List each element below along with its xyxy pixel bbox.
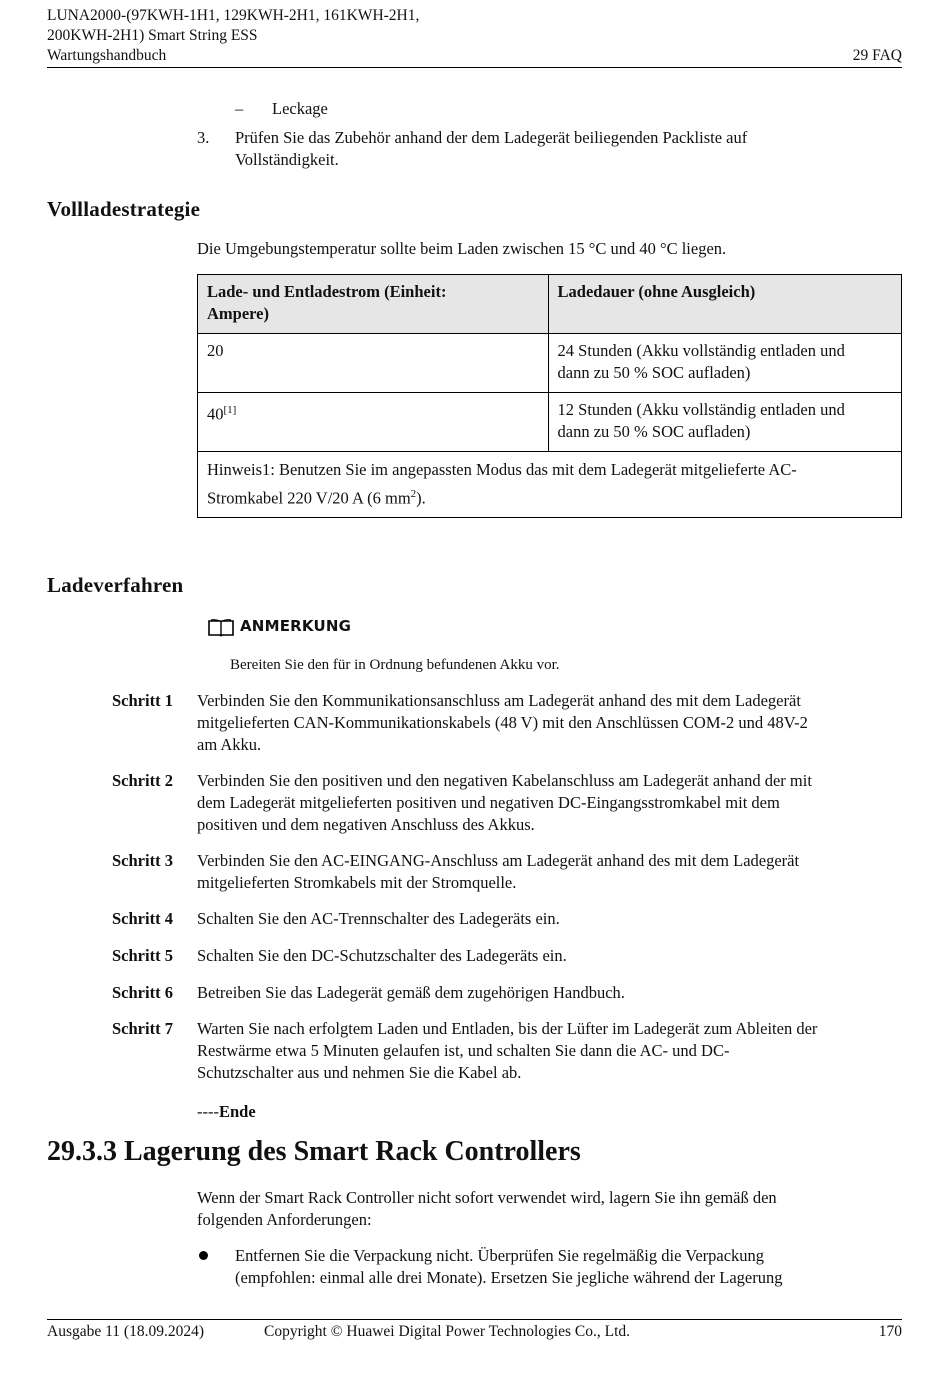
step-text-line: dem Ladegerät mitgelieferten positiven und negativen DC-Eingangsstromkabel mit dem bbox=[197, 793, 780, 812]
step-text bbox=[197, 982, 902, 1004]
table-cell bbox=[548, 393, 901, 452]
step-text-line: Verbinden Sie den Kommunikationsanschluss am Ladegerät anhand des mit dem Ladegerät bbox=[197, 691, 801, 710]
step-label: Schritt 7 bbox=[112, 1019, 173, 1038]
header-chapter: 29 FAQ bbox=[852, 47, 902, 64]
step-text-line: Restwärme etwa 5 Minuten gelaufen ist, und schalten Sie dann die AC- und DC- bbox=[197, 1041, 730, 1060]
table-header-cell: Ladedauer (ohne Ausgleich) bbox=[548, 275, 901, 334]
list-item bbox=[235, 127, 747, 171]
header-line-1: LUNA2000-(97KWH-1H1, 129KWH-2H1, 161KWH-2H1, bbox=[47, 7, 420, 24]
footer-page-number: 170 bbox=[878, 1323, 902, 1340]
note-text: Stromkabel 220 V/20 A (6 mm bbox=[207, 488, 411, 508]
footer-edition: Ausgabe 11 (18.09.2024) bbox=[47, 1323, 204, 1340]
section-intro: Die Umgebungstemperatur sollte beim Laden zwischen 15 °C und 40 °C liegen. bbox=[197, 239, 727, 258]
list-item-line: Prüfen Sie das Zubehör anhand der dem Ladegerät beiliegenden Packliste auf bbox=[235, 128, 748, 147]
table-cell bbox=[198, 393, 549, 452]
step-text-line: Verbinden Sie den positiven und den negativen Kabelanschluss am Ladegerät anhand der mit bbox=[197, 771, 812, 790]
table-note-cell bbox=[198, 452, 902, 518]
step-label: Schritt 2 bbox=[112, 771, 173, 790]
step-text-line: Schutzschalter aus und nehmen Sie die Kabel ab. bbox=[197, 1063, 522, 1082]
cell-line: dann zu 50 % SOC aufladen) bbox=[557, 363, 751, 382]
list-item-line: Vollständigkeit. bbox=[235, 150, 339, 169]
bullet-line: (empfohlen: einmal alle drei Monate). Ersetzen Sie jegliche während der Lagerung bbox=[235, 1268, 783, 1287]
section-title-ladeverfahren: Ladeverfahren bbox=[47, 573, 184, 597]
section-title-vollladestrategie: Vollladestrategie bbox=[47, 197, 201, 221]
table-row bbox=[198, 334, 902, 393]
note-heading bbox=[208, 617, 358, 639]
note-line: Hinweis1: Benutzen Sie im angepassten Modus das mit dem Ladegerät mitgelieferte AC- bbox=[207, 460, 797, 479]
step-text bbox=[197, 770, 902, 836]
table-note-row bbox=[198, 452, 902, 518]
step-text-line: Schalten Sie den DC-Schutzschalter des Ladegeräts ein. bbox=[197, 946, 567, 965]
cell-line: 12 Stunden (Akku vollständig entladen und bbox=[557, 400, 845, 419]
cell-line: 24 Stunden (Akku vollständig entladen und bbox=[557, 341, 845, 360]
step-text-line: mitgelieferten CAN-Kommunikationskabels (48 V) mit den Anschlüssen COM-2 und 48V-2 bbox=[197, 713, 808, 732]
superscript: 2 bbox=[410, 488, 417, 500]
cell-line: dann zu 50 % SOC aufladen) bbox=[557, 422, 751, 441]
section-intro bbox=[197, 1187, 777, 1231]
step-label: Schritt 5 bbox=[112, 946, 173, 965]
table-header-row bbox=[198, 275, 902, 334]
end-marker bbox=[197, 1101, 256, 1123]
step-text-line: Verbinden Sie den AC-EINGANG-Anschluss am Ladegerät anhand des mit dem Ladegerät bbox=[197, 851, 800, 870]
step-text bbox=[197, 850, 902, 894]
cell-value: 40 bbox=[207, 404, 224, 424]
book-icon bbox=[208, 619, 234, 642]
step-text bbox=[197, 690, 902, 756]
end-dashes: ---- bbox=[197, 1102, 219, 1121]
header-cell-line: Lade- und Entladestrom (Einheit: bbox=[207, 282, 447, 301]
step-label: Schritt 3 bbox=[112, 851, 173, 870]
step-text bbox=[197, 908, 902, 930]
charge-table bbox=[197, 274, 902, 518]
list-number: 3. bbox=[197, 128, 210, 147]
dash-marker: – bbox=[235, 99, 244, 118]
footnote-ref: [1] bbox=[223, 404, 237, 416]
step-text bbox=[197, 945, 902, 967]
step-text-line: Warten Sie nach erfolgtem Laden und Entladen, bis der Lüfter im Ladegerät zum Ableiten der bbox=[197, 1019, 818, 1038]
step-text-line: Betreiben Sie das Ladegerät gemäß dem zugehörigen Handbuch. bbox=[197, 983, 625, 1002]
intro-line: folgenden Anforderungen: bbox=[197, 1210, 372, 1229]
table-row bbox=[198, 393, 902, 452]
bullet-line: Entfernen Sie die Verpackung nicht. Überprüfen Sie regelmäßig die Verpackung bbox=[235, 1246, 765, 1265]
step-text-line: mitgelieferten Stromkabels mit der Stromquelle. bbox=[197, 873, 517, 892]
note-text-end: ). bbox=[416, 488, 426, 508]
bullet-dot bbox=[199, 1251, 208, 1260]
step-text-line: am Akku. bbox=[197, 735, 262, 754]
step-label: Schritt 1 bbox=[112, 691, 173, 710]
dash-item: Leckage bbox=[272, 99, 328, 118]
note-label: ANMERKUNG bbox=[240, 617, 352, 635]
step-label: Schritt 6 bbox=[112, 983, 173, 1002]
header-rule bbox=[47, 67, 902, 68]
table-header-cell bbox=[198, 275, 549, 334]
note-line bbox=[207, 482, 892, 511]
table-cell bbox=[548, 334, 901, 393]
bullet-item bbox=[235, 1245, 782, 1289]
footer-copyright: Copyright © Huawei Digital Power Technologies Co., Ltd. bbox=[264, 1323, 630, 1340]
step-text-line: Schalten Sie den AC-Trennschalter des Ladegeräts ein. bbox=[197, 909, 560, 928]
step-label: Schritt 4 bbox=[112, 909, 173, 928]
end-word: Ende bbox=[218, 1102, 256, 1121]
section-title-lagerung: 29.3.3 Lagerung des Smart Rack Controllers bbox=[47, 1136, 581, 1167]
header-line-3: Wartungshandbuch bbox=[47, 47, 167, 64]
step-text bbox=[197, 1018, 902, 1084]
table-cell: 20 bbox=[198, 334, 549, 393]
header-line-2: 200KWH-2H1) Smart String ESS bbox=[47, 27, 258, 44]
header-cell-line: Ampere) bbox=[207, 304, 270, 323]
page-header bbox=[47, 6, 419, 66]
footer-rule bbox=[47, 1319, 902, 1320]
note-text: Bereiten Sie den für in Ordnung befundenen Akku vor. bbox=[230, 657, 560, 673]
intro-line: Wenn der Smart Rack Controller nicht sofort verwendet wird, lagern Sie ihn gemäß den bbox=[197, 1188, 777, 1207]
step-text-line: positiven und dem negativen Anschluss des Akkus. bbox=[197, 815, 535, 834]
